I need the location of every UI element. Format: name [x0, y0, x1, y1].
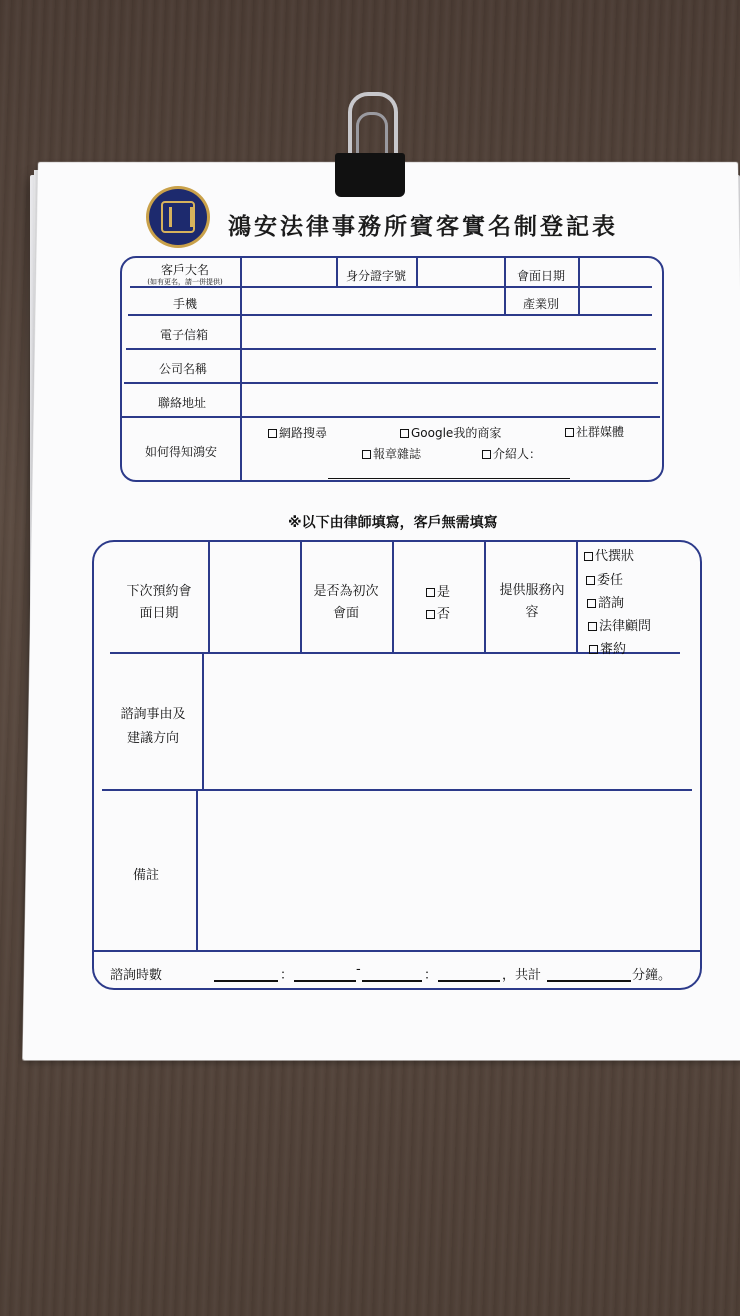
industry-label: 產業別 — [522, 297, 559, 311]
total-label: ，共計 — [502, 968, 542, 983]
total-minutes-blank — [547, 980, 631, 982]
start-hour-blank — [214, 980, 278, 982]
address-label: 聯絡地址 — [157, 396, 206, 410]
firm-logo — [146, 186, 210, 248]
option-google-business[interactable]: Google我的商家 — [400, 424, 501, 441]
binder-clip — [335, 153, 405, 197]
company-label: 公司名稱 — [158, 362, 207, 376]
checkbox-icon[interactable] — [589, 645, 598, 654]
option-newspaper[interactable]: 報章雜誌 — [362, 445, 421, 462]
end-minute-blank — [438, 980, 500, 982]
first-meeting-no[interactable]: 否 — [426, 603, 450, 622]
service-consultation[interactable]: 諮詢 — [587, 592, 624, 611]
option-web-search[interactable]: 網路搜尋 — [268, 424, 327, 441]
id-number-label: 身分證字號 — [345, 269, 406, 283]
checkbox-icon[interactable] — [268, 429, 277, 438]
minutes-label: 分鐘。 — [632, 968, 672, 983]
start-minute-blank — [294, 980, 356, 982]
checkbox-icon[interactable] — [586, 576, 595, 585]
consult-hours-label: 諮詢時數 — [110, 968, 163, 983]
service-draft-pleading[interactable]: 代撰狀 — [584, 545, 634, 564]
services-label: 提供服務內 容 — [499, 583, 565, 620]
end-hour-blank — [362, 980, 422, 982]
checkbox-icon[interactable] — [400, 429, 409, 438]
colon-2: ： — [424, 968, 438, 983]
form-title: 鴻安法律事務所賓客實名制登記表 — [228, 213, 618, 240]
colon-1: ： — [280, 968, 294, 983]
service-legal-advisor[interactable]: 法律顧問 — [588, 615, 651, 634]
first-meeting-yes[interactable]: 是 — [426, 581, 450, 600]
next-meeting-label: 下次預約會 面日期 — [126, 584, 192, 621]
meeting-date-label: 會面日期 — [516, 269, 565, 283]
remarks-label: 備註 — [132, 868, 159, 883]
checkbox-icon[interactable] — [565, 428, 574, 437]
checkbox-icon[interactable] — [482, 450, 491, 459]
referrer-underline — [328, 478, 570, 479]
checkbox-icon[interactable] — [587, 599, 596, 608]
dash: - — [356, 962, 361, 977]
client-name-label: 客戶大名 — [160, 263, 209, 277]
phone-label: 手機 — [172, 297, 197, 311]
checkbox-icon[interactable] — [362, 450, 371, 459]
checkbox-icon[interactable] — [426, 610, 435, 619]
option-referrer[interactable]: 介紹人： — [482, 445, 541, 462]
first-meeting-label: 是否為初次 會面 — [313, 584, 379, 621]
email-label: 電子信箱 — [159, 328, 208, 342]
lawyer-only-note: ※以下由律師填寫，客戶無需填寫 — [288, 515, 498, 531]
checkbox-icon[interactable] — [584, 552, 593, 561]
binder-clip-handle-inner — [356, 112, 388, 159]
consult-reason-label: 諮詢事由及 建議方向 — [120, 707, 186, 746]
checkbox-icon[interactable] — [588, 622, 597, 631]
service-engagement[interactable]: 委任 — [586, 569, 623, 588]
how-known-label: 如何得知鴻安 — [144, 445, 217, 459]
checkbox-icon[interactable] — [426, 588, 435, 597]
service-contract-review[interactable]: 審約 — [589, 638, 626, 657]
client-name-note: (如有更名，請一併提供) — [147, 278, 223, 286]
option-social-media[interactable]: 社群媒體 — [565, 423, 624, 440]
